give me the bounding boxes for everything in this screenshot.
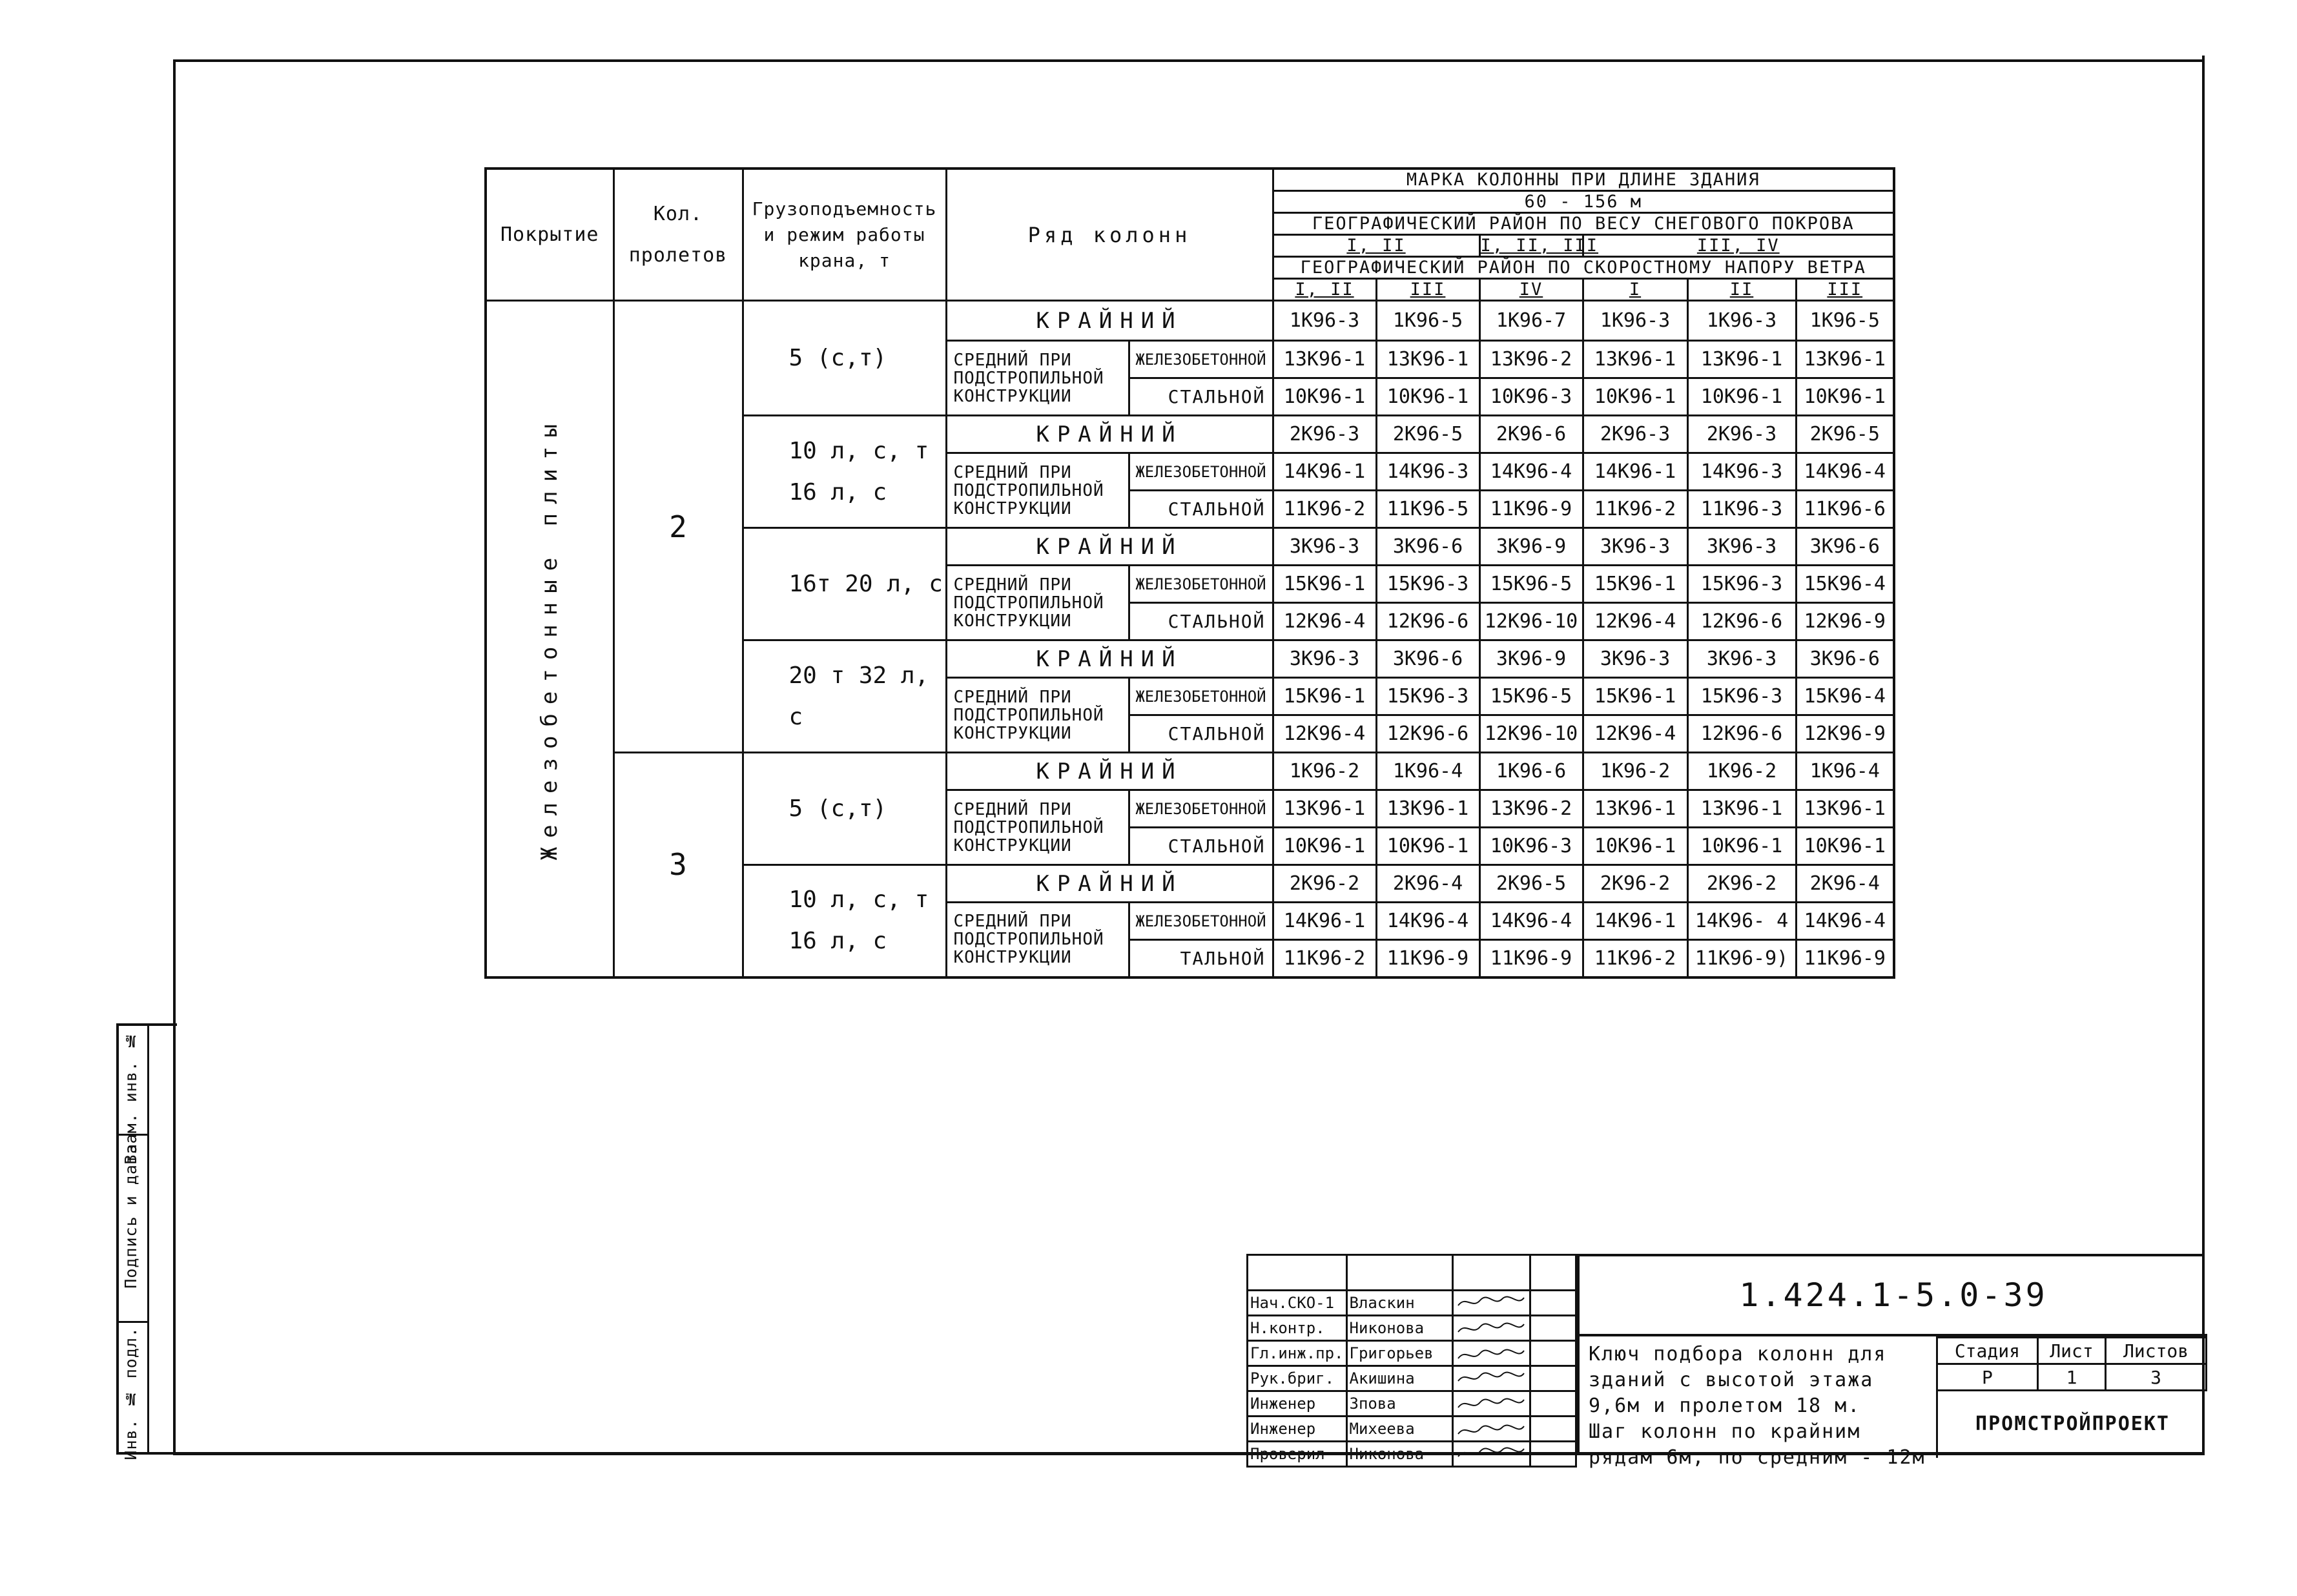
column-mark: 2К96-5 — [1479, 865, 1583, 903]
column-mark: 15К96-1 — [1273, 678, 1376, 715]
signer-name: Михеева — [1346, 1417, 1453, 1442]
column-mark: 12К96-6 — [1687, 715, 1796, 753]
signer-name: Зпова — [1346, 1391, 1453, 1417]
column-mark: 14К96-3 — [1687, 453, 1796, 491]
signer-role: Н.контр. — [1248, 1316, 1347, 1341]
title-main — [1577, 1254, 2205, 1469]
column-mark: 13К96-1 — [1273, 790, 1376, 828]
spans-count: 2 — [613, 301, 743, 753]
column-mark: 2К96-5 — [1376, 416, 1479, 453]
column-mark: 14К96-3 — [1376, 453, 1479, 491]
column-mark: 1К96-4 — [1376, 753, 1479, 790]
wind-region: IV — [1479, 279, 1583, 301]
column-mark: 15К96-1 — [1273, 566, 1376, 603]
steel-truss-label: СТАЛЬНОЙ — [1129, 491, 1273, 528]
column-mark: 12К96-10 — [1479, 603, 1583, 640]
column-mark: 2К96-4 — [1796, 865, 1894, 903]
column-mark: 1К96-6 — [1479, 753, 1583, 790]
signature-scribble — [1456, 1316, 1527, 1336]
signer-role: Проверил — [1248, 1442, 1347, 1467]
signature-cell — [1453, 1316, 1530, 1341]
column-mark: 3К96-6 — [1376, 528, 1479, 566]
column-mark: 13К96-1 — [1796, 341, 1894, 378]
outer-row-label: КРАЙНИЙ — [946, 528, 1273, 566]
header-snow-title: ГЕОГРАФИЧЕСКИЙ РАЙОН ПО ВЕСУ СНЕГОВОГО ПОКРОВА — [1273, 213, 1894, 235]
outer-row — [486, 753, 1894, 790]
outer-row-label: КРАЙНИЙ — [946, 640, 1273, 678]
column-mark: 13К96-2 — [1479, 341, 1583, 378]
wind-region: I — [1583, 279, 1687, 301]
column-mark: 12К96-9 — [1796, 603, 1894, 640]
crane-capacity: 10 л, с, т 16 л, с — [743, 865, 946, 977]
column-mark: 1К96-7 — [1479, 301, 1583, 341]
sheets-value: 3 — [2106, 1364, 2207, 1391]
date-cell — [1530, 1291, 1576, 1316]
sheet-header: Лист — [2037, 1338, 2105, 1364]
column-mark: 10К96-1 — [1583, 378, 1687, 416]
column-mark: 14К96-4 — [1796, 453, 1894, 491]
rc-truss-label: ЖЕЛЕЗОБЕТОННОЙ — [1129, 566, 1273, 603]
date-cell — [1530, 1442, 1576, 1467]
document-code: 1.424.1-5.0-39 — [1580, 1256, 2207, 1336]
outer-row-label: КРАЙНИЙ — [946, 753, 1273, 790]
column-mark: 13К96-1 — [1376, 341, 1479, 378]
column-mark: 13К96-1 — [1687, 341, 1796, 378]
signature-blank-row — [1248, 1255, 1576, 1291]
header-mark-title: МАРКА КОЛОННЫ ПРИ ДЛИНЕ ЗДАНИЯ — [1273, 169, 1894, 191]
column-mark: 15К96-4 — [1796, 678, 1894, 715]
crane-capacity: 5 (с,т) — [743, 301, 946, 416]
stamp-cell-signature — [119, 1136, 147, 1323]
covering-value: Железобетонные плиты — [537, 414, 563, 860]
signature-scribble — [1456, 1417, 1527, 1437]
spans-count: 3 — [613, 753, 743, 977]
outer-row-label: КРАЙНИЙ — [946, 416, 1273, 453]
column-mark: 1К96-2 — [1583, 753, 1687, 790]
column-mark: 14К96- 4 — [1687, 903, 1796, 940]
column-mark: 2К96-3 — [1687, 416, 1796, 453]
signer-name: Никонова — [1346, 1442, 1453, 1467]
signer-name: Власкин — [1346, 1291, 1453, 1316]
column-mark: 12К96-6 — [1687, 603, 1796, 640]
column-mark: 15К96-5 — [1479, 678, 1583, 715]
signature-scribble — [1456, 1442, 1527, 1462]
steel-truss-label: СТАЛЬНОЙ — [1129, 603, 1273, 640]
wind-region: I, II — [1273, 279, 1376, 301]
column-mark: 13К96-1 — [1796, 790, 1894, 828]
middle-row-label: СРЕДНИЙ ПРИ ПОДСТРОПИЛЬНОЙ КОНСТРУКЦИИ — [946, 903, 1129, 977]
column-mark: 2К96-2 — [1273, 865, 1376, 903]
column-mark: 12К96-10 — [1479, 715, 1583, 753]
signer-row — [1248, 1291, 1576, 1316]
rc-truss-label: ЖЕЛЕЗОБЕТОННОЙ — [1129, 790, 1273, 828]
column-mark: 14К96-4 — [1479, 903, 1583, 940]
column-mark: 1К96-4 — [1796, 753, 1894, 790]
column-mark: 10К96-1 — [1273, 828, 1376, 865]
date-cell — [1530, 1417, 1576, 1442]
middle-row-label: СРЕДНИЙ ПРИ ПОДСТРОПИЛЬНОЙ КОНСТРУКЦИИ — [946, 341, 1129, 416]
signer-row — [1248, 1417, 1576, 1442]
stamp-replace-label: Взам. инв. № — [121, 1031, 140, 1165]
snow-region: I, II, III — [1480, 236, 1599, 256]
stage-value: Р — [1937, 1364, 2038, 1391]
wind-region: III — [1376, 279, 1479, 301]
signer-row — [1248, 1341, 1576, 1366]
column-mark: 3К96-3 — [1273, 640, 1376, 678]
column-mark: 14К96-4 — [1479, 453, 1583, 491]
column-mark: 15К96-3 — [1376, 678, 1479, 715]
signer-row — [1248, 1442, 1576, 1467]
frame-edge — [2202, 56, 2205, 63]
column-mark: 15К96-4 — [1796, 566, 1894, 603]
sheets-header: Листов — [2106, 1338, 2207, 1364]
crane-capacity: 5 (с,т) — [743, 753, 946, 865]
snow-region: I, II — [1273, 235, 1479, 257]
signer-role: Инженер — [1248, 1417, 1347, 1442]
wind-region: II — [1687, 279, 1796, 301]
column-mark: 1К96-5 — [1796, 301, 1894, 341]
column-mark: 11К96-2 — [1583, 491, 1687, 528]
signer-role: Гл.инж.пр. — [1248, 1341, 1347, 1366]
outer-row-label: КРАЙНИЙ — [946, 865, 1273, 903]
document-title — [1589, 1342, 1937, 1471]
column-mark: 14К96-1 — [1273, 903, 1376, 940]
column-mark: 10К96-1 — [1376, 378, 1479, 416]
column-mark: 14К96-4 — [1796, 903, 1894, 940]
middle-row-label: СРЕДНИЙ ПРИ ПОДСТРОПИЛЬНОЙ КОНСТРУКЦИИ — [946, 790, 1129, 865]
column-mark: 11К96-3 — [1687, 491, 1796, 528]
column-mark: 3К96-9 — [1479, 640, 1583, 678]
stamp-cell-inventory — [119, 1323, 147, 1460]
column-mark: 12К96-6 — [1376, 715, 1479, 753]
signer-role: Инженер — [1248, 1391, 1347, 1417]
column-mark: 1К96-3 — [1583, 301, 1687, 341]
signature-scribble — [1456, 1291, 1527, 1311]
column-mark: 3К96-3 — [1687, 528, 1796, 566]
column-mark: 15К96-5 — [1479, 566, 1583, 603]
column-mark: 3К96-6 — [1796, 528, 1894, 566]
covering-cell — [486, 301, 613, 977]
column-mark: 12К96-4 — [1583, 603, 1687, 640]
crane-capacity: 16т 20 л, с — [743, 528, 946, 640]
column-mark: 3К96-6 — [1796, 640, 1894, 678]
middle-row-label: СРЕДНИЙ ПРИ ПОДСТРОПИЛЬНОЙ КОНСТРУКЦИИ — [946, 566, 1129, 640]
crane-capacity: 20 т 32 л, с — [743, 640, 946, 753]
header-length: 60 - 156 м — [1273, 191, 1894, 213]
signature-cell — [1453, 1341, 1530, 1366]
header-crane: Грузоподъемность и режим работы крана, т — [743, 169, 946, 301]
signer-name: Никонова — [1346, 1316, 1453, 1341]
column-mark: 2К96-2 — [1687, 865, 1796, 903]
stamp-signature-label: Подпись и дата — [121, 1143, 140, 1289]
organization-name: ПРОМСТРОЙПРОЕКТ — [1936, 1389, 2207, 1458]
column-mark: 13К96-1 — [1583, 790, 1687, 828]
column-mark: 2К96-6 — [1479, 416, 1583, 453]
signer-row — [1248, 1391, 1576, 1417]
header-row-of-columns: Ряд колонн — [946, 169, 1273, 301]
column-mark: 14К96-1 — [1583, 453, 1687, 491]
column-selection-table — [484, 167, 1895, 979]
outer-row — [486, 301, 1894, 341]
rc-truss-label: ЖЕЛЕЗОБЕТОННОЙ — [1129, 678, 1273, 715]
wind-region: III — [1796, 279, 1894, 301]
column-mark: 11К96-9 — [1479, 491, 1583, 528]
column-mark: 10К96-1 — [1376, 828, 1479, 865]
column-mark: 10К96-1 — [1583, 828, 1687, 865]
column-mark: 13К96-1 — [1376, 790, 1479, 828]
column-mark: 3К96-3 — [1687, 640, 1796, 678]
column-mark: 15К96-3 — [1376, 566, 1479, 603]
date-cell — [1530, 1341, 1576, 1366]
column-mark: 12К96-4 — [1583, 715, 1687, 753]
column-mark: 13К96-1 — [1273, 341, 1376, 378]
document-title-line: 9,6м и пролетом 18 м. — [1589, 1395, 1861, 1417]
column-mark: 2К96-3 — [1583, 416, 1687, 453]
column-mark: 10К96-1 — [1687, 828, 1796, 865]
column-mark: 11К96-5 — [1376, 491, 1479, 528]
signature-cell — [1453, 1366, 1530, 1391]
stamp-cell-replace — [119, 1026, 147, 1165]
column-mark: 15К96-1 — [1583, 566, 1687, 603]
steel-truss-label: СТАЛЬНОЙ — [1129, 828, 1273, 865]
column-mark: 10К96-3 — [1479, 828, 1583, 865]
column-mark: 3К96-3 — [1583, 528, 1687, 566]
header-spans: Кол. пролетов — [613, 169, 743, 301]
column-mark: 10К96-1 — [1796, 828, 1894, 865]
column-mark: 1К96-3 — [1687, 301, 1796, 341]
middle-row-label: СРЕДНИЙ ПРИ ПОДСТРОПИЛЬНОЙ КОНСТРУКЦИИ — [946, 453, 1129, 528]
crane-capacity: 10 л, с, т 16 л, с — [743, 416, 946, 528]
stamp-inventory-label: Инв. № подл. — [121, 1327, 140, 1460]
document-title-line: Шаг колонн по крайним — [1589, 1420, 1861, 1443]
column-mark: 12К96-9 — [1796, 715, 1894, 753]
column-mark: 13К96-1 — [1583, 341, 1687, 378]
signature-cell — [1453, 1391, 1530, 1417]
header-row — [486, 169, 1894, 191]
column-mark: 11К96-9 — [1376, 940, 1479, 977]
column-mark: 11К96-2 — [1583, 940, 1687, 977]
column-mark: 10К96-3 — [1479, 378, 1583, 416]
column-mark: 13К96-2 — [1479, 790, 1583, 828]
date-cell — [1530, 1391, 1576, 1417]
outer-row-label: КРАЙНИЙ — [946, 301, 1273, 341]
column-mark: 3К96-9 — [1479, 528, 1583, 566]
sheet-value: 1 — [2037, 1364, 2105, 1391]
column-mark: 15К96-3 — [1687, 678, 1796, 715]
column-mark: 12К96-6 — [1376, 603, 1479, 640]
document-title-line: зданий с высотой этажа — [1589, 1369, 1874, 1391]
column-mark: 1К96-2 — [1687, 753, 1796, 790]
column-mark: 2К96-5 — [1796, 416, 1894, 453]
column-mark: 11К96-9) — [1687, 940, 1796, 977]
middle-row-label: СРЕДНИЙ ПРИ ПОДСТРОПИЛЬНОЙ КОНСТРУКЦИИ — [946, 678, 1129, 753]
column-mark: 2К96-3 — [1273, 416, 1376, 453]
rc-truss-label: ЖЕЛЕЗОБЕТОННОЙ — [1129, 903, 1273, 940]
date-cell — [1530, 1316, 1576, 1341]
document-title-line: Ключ подбора колонн для — [1589, 1343, 1887, 1366]
column-mark: 2К96-2 — [1583, 865, 1687, 903]
title-block — [1246, 1254, 2205, 1469]
signer-row — [1248, 1316, 1576, 1341]
signature-scribble — [1456, 1392, 1527, 1411]
column-mark: 14К96-4 — [1376, 903, 1479, 940]
column-mark: 12К96-4 — [1273, 603, 1376, 640]
signer-name: Григорьев — [1346, 1341, 1453, 1366]
column-mark: 12К96-4 — [1273, 715, 1376, 753]
steel-truss-label: СТАЛЬНОЙ — [1129, 378, 1273, 416]
header-covering: Покрытие — [486, 169, 613, 301]
date-cell — [1530, 1366, 1576, 1391]
signature-cell — [1453, 1291, 1530, 1316]
column-mark: 3К96-3 — [1273, 528, 1376, 566]
column-mark: 15К96-1 — [1583, 678, 1687, 715]
steel-truss-label: ТАЛЬНОЙ — [1129, 940, 1273, 977]
signature-cell — [1453, 1442, 1530, 1467]
column-mark: 13К96-1 — [1687, 790, 1796, 828]
margin-stamp — [116, 1023, 177, 1460]
stage-header: Стадия — [1937, 1338, 2038, 1364]
column-mark: 2К96-4 — [1376, 865, 1479, 903]
column-mark: 14К96-1 — [1583, 903, 1687, 940]
column-mark: 1К96-5 — [1376, 301, 1479, 341]
signer-role: Рук.бриг. — [1248, 1366, 1347, 1391]
snow-region: III, IV — [1583, 235, 1894, 257]
column-mark: 3К96-6 — [1376, 640, 1479, 678]
column-mark: 3К96-3 — [1583, 640, 1687, 678]
signature-scribble — [1456, 1342, 1527, 1361]
column-mark: 11К96-2 — [1273, 940, 1376, 977]
document-title-line: рядам 6м, по средним - 12м — [1589, 1446, 1926, 1469]
column-mark: 14К96-1 — [1273, 453, 1376, 491]
column-mark: 11К96-9 — [1796, 940, 1894, 977]
column-mark: 1К96-2 — [1273, 753, 1376, 790]
header-wind-title: ГЕОГРАФИЧЕСКИЙ РАЙОН ПО СКОРОСТНОМУ НАПОРУ ВЕТРА — [1273, 257, 1894, 279]
column-mark: 11К96-9 — [1479, 940, 1583, 977]
column-mark: 15К96-3 — [1687, 566, 1796, 603]
steel-truss-label: СТАЛЬНОЙ — [1129, 715, 1273, 753]
signature-cell — [1453, 1417, 1530, 1442]
stamp-column — [119, 1026, 149, 1460]
rc-truss-label: ЖЕЛЕЗОБЕТОННОЙ — [1129, 341, 1273, 378]
stage-table — [1936, 1336, 2207, 1391]
signer-role: Нач.СКО-1 — [1248, 1291, 1347, 1316]
rc-truss-label: ЖЕЛЕЗОБЕТОННОЙ — [1129, 453, 1273, 491]
column-mark: 11К96-2 — [1273, 491, 1376, 528]
column-mark: 11К96-6 — [1796, 491, 1894, 528]
column-mark: 10К96-1 — [1796, 378, 1894, 416]
column-mark: 1К96-3 — [1273, 301, 1376, 341]
signature-table — [1246, 1254, 1577, 1468]
signer-name: Акишина — [1346, 1366, 1453, 1391]
signature-scribble — [1456, 1367, 1527, 1386]
column-mark: 10К96-1 — [1273, 378, 1376, 416]
column-mark: 10К96-1 — [1687, 378, 1796, 416]
signer-row — [1248, 1366, 1576, 1391]
